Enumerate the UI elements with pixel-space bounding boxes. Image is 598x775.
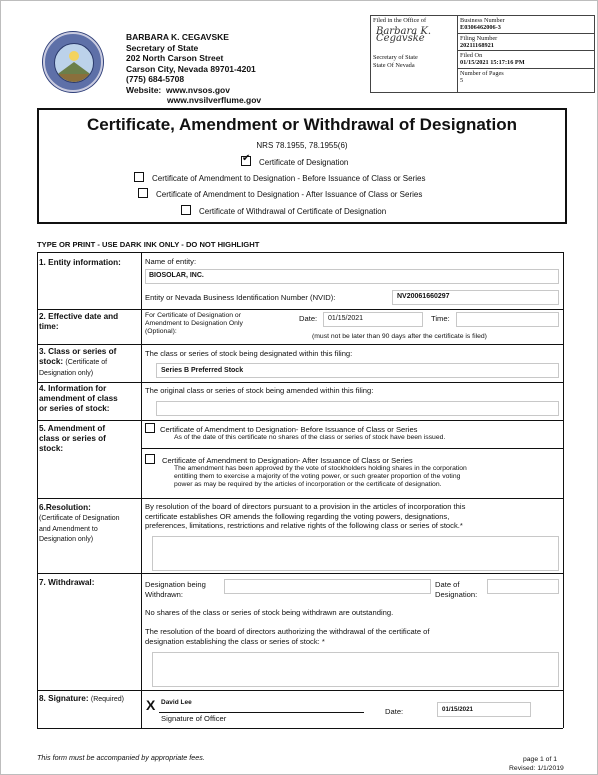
entity-name-field[interactable] (145, 269, 559, 284)
filing-number: 20211168921 (460, 41, 494, 49)
address-line2: Carson City, Nevada 89701-4201 (126, 63, 256, 74)
original-class-field[interactable] (156, 401, 559, 416)
website1-link[interactable]: www.nvsos.gov (166, 84, 230, 95)
entity-name-value: BIOSOLAR, INC. (149, 272, 204, 279)
filed-on: 01/15/2021 15:17:16 PM (460, 59, 525, 67)
date-label: Date: (299, 314, 318, 323)
date-of-designation-label: Date of Designation: (435, 580, 478, 599)
section2-label: 2. Effective date and time: (39, 312, 119, 331)
effective-date-desc: For Certificate of Designation or Amendment to Designation Only (Optional): (145, 312, 243, 335)
checkbox-checked-icon[interactable] (241, 156, 251, 166)
signature-line[interactable] (159, 712, 364, 713)
section3-label: 3. Class or series of stock: (Certificate of Designation only) (39, 347, 117, 377)
fees-note: This form must be accompanied by appropriate fees. (37, 753, 205, 762)
option-label: Certificate of Designation (259, 158, 349, 167)
secretary-name: BARBARA K. CEGAVSKE (126, 32, 229, 42)
grid-line (37, 498, 563, 499)
original-class-desc: The original class or series of stock being amended within this filing: (145, 386, 374, 395)
website-label: Website: (126, 84, 162, 95)
secretary-info (126, 32, 261, 106)
filing-stamp-box (370, 15, 595, 93)
amend-before-text: As of the date of this certificate no shares of the class or series of stock have been issued. (174, 434, 446, 441)
filing-number-label: Filing Number (460, 34, 498, 42)
nvid-value: NV20061660297 (397, 293, 450, 300)
resolution-field[interactable] (152, 536, 559, 571)
filed-on-label: Filed On (460, 52, 483, 60)
section1-label: 1. Entity information: (39, 258, 121, 267)
amend-before-option[interactable]: Certificate of Amendment to Designation- Before Issuance of Class or Series (145, 423, 417, 435)
secretary-signature: Barbara K. Cegavske (376, 26, 432, 45)
class-series-desc: The class or series of stock being designated within this filing: (145, 349, 353, 358)
option-withdrawal[interactable] (181, 205, 386, 216)
grid-line (37, 382, 563, 383)
signature-date-value: 01/15/2021 (442, 706, 473, 713)
grid-line (37, 690, 563, 691)
nrs-reference: NRS 78.1955, 78.1955(6) (256, 141, 348, 150)
business-number: E0306462006-3 (460, 24, 501, 32)
resolution-text: By resolution of the board of directors pursuant to a provision in the articles of incorporation this certificate establishes OR amends the following regarding the voting powers, designations, preferences, limitations, restrictions and relative rights of the following class or series of stock.* (145, 502, 466, 530)
grid-line (563, 252, 564, 728)
designation-withdrawn-field[interactable] (224, 579, 431, 594)
checkbox-icon[interactable] (145, 454, 155, 464)
section8-label: 8. Signature: (Required) (39, 694, 124, 703)
checkbox-icon[interactable] (181, 205, 191, 215)
signature-x-mark: X (146, 697, 156, 713)
option-amendment-after[interactable] (138, 188, 422, 199)
grid-line (141, 448, 563, 449)
option-certificate-designation[interactable] (241, 156, 348, 167)
option-amendment-before[interactable] (134, 172, 425, 183)
grid-line (37, 252, 563, 253)
effective-time-field[interactable] (456, 312, 559, 327)
title-box (37, 108, 567, 224)
grid-line (37, 309, 563, 310)
section6-label: 6.Resolution: (Certificate of Designation and Amendment to Designation only) (39, 503, 120, 543)
secretary-title: Secretary of State (126, 42, 199, 53)
amend-after-text: The amendment has been approved by the vote of stockholders holding shares in the corporation entitling them to exercise a majority of the voting power, or such greater proportion of the voting power as may be required by the articles of incorporation or the certificate of designation. (174, 465, 467, 488)
effective-date-value: 01/15/2021 (328, 315, 364, 322)
phone: (775) 684-5708 (126, 74, 185, 84)
grid-line (37, 252, 38, 728)
grid-line (37, 573, 563, 574)
option-label: Certificate of Amendment to Designation - Before Issuance of Class or Series (152, 174, 426, 183)
effective-date-note: (must not be later than 90 days after the certificate is filed) (312, 333, 487, 340)
grid-line (37, 420, 563, 421)
withdrawal-resolution-text: The resolution of the board of directors authorizing the withdrawal of the certificate of designation establishing the class or series of stock: * (145, 627, 430, 646)
type-print-instruction: TYPE OR PRINT - USE DARK INK ONLY - DO NOT HIGHLIGHT (37, 240, 260, 249)
filing-state: State Of Nevada (373, 62, 415, 69)
business-number-label: Business Number (460, 17, 505, 24)
nvid-label: Entity or Nevada Business Identification Number (NVID): (145, 293, 336, 302)
nevada-seal-logo (43, 32, 103, 92)
revised-date: Revised: 1/1/2019 (509, 765, 564, 772)
date-of-designation-field[interactable] (487, 579, 559, 594)
entity-name-label: Name of entity: (145, 257, 197, 266)
withdrawal-resolution-field[interactable] (152, 652, 559, 687)
signature-of-officer-label: Signature of Officer (161, 714, 227, 723)
grid-line (37, 728, 563, 729)
checkbox-icon[interactable] (145, 423, 155, 433)
checkbox-icon[interactable] (134, 172, 144, 182)
page-number: page 1 of 1 (523, 756, 558, 763)
section4-label: 4. Information for amendment of class or series of stock: (39, 384, 118, 413)
signature-date-label: Date: (385, 707, 404, 716)
filing-secretary: Secretary of State (373, 54, 418, 61)
option-label: Certificate of Withdrawal of Certificate of Designation (199, 207, 387, 216)
checkbox-icon[interactable] (138, 188, 148, 198)
designation-withdrawn-label: Designation being Withdrawn: (145, 580, 206, 599)
option-label: Certificate of Amendment to Designation - After Issuance of Class or Series (156, 190, 423, 199)
grid-line (141, 252, 142, 728)
pages-count: 5 (460, 77, 464, 85)
signer-name: David Lee (161, 699, 192, 706)
section5-label: 5. Amendment of class or series of stock: (39, 424, 106, 453)
class-series-value: Series B Preferred Stock (161, 367, 244, 374)
website2-link[interactable]: www.nvsilverflume.gov (167, 95, 262, 105)
no-shares-text: No shares of the class or series of stock being withdrawn are outstanding. (145, 608, 394, 617)
form-title: Certificate, Amendment or Withdrawal of Designation (87, 115, 517, 134)
section7-label: 7. Withdrawal: (39, 578, 95, 587)
time-label: Time: (431, 314, 450, 323)
filed-in-office: Filed in the Office of (373, 17, 427, 24)
address-line1: 202 North Carson Street (126, 53, 224, 63)
grid-line (37, 344, 563, 345)
amend-after-option[interactable]: Certificate of Amendment to Designation- After Issuance of Class or Series (145, 454, 413, 466)
pages-label: Number of Pages (460, 69, 504, 77)
